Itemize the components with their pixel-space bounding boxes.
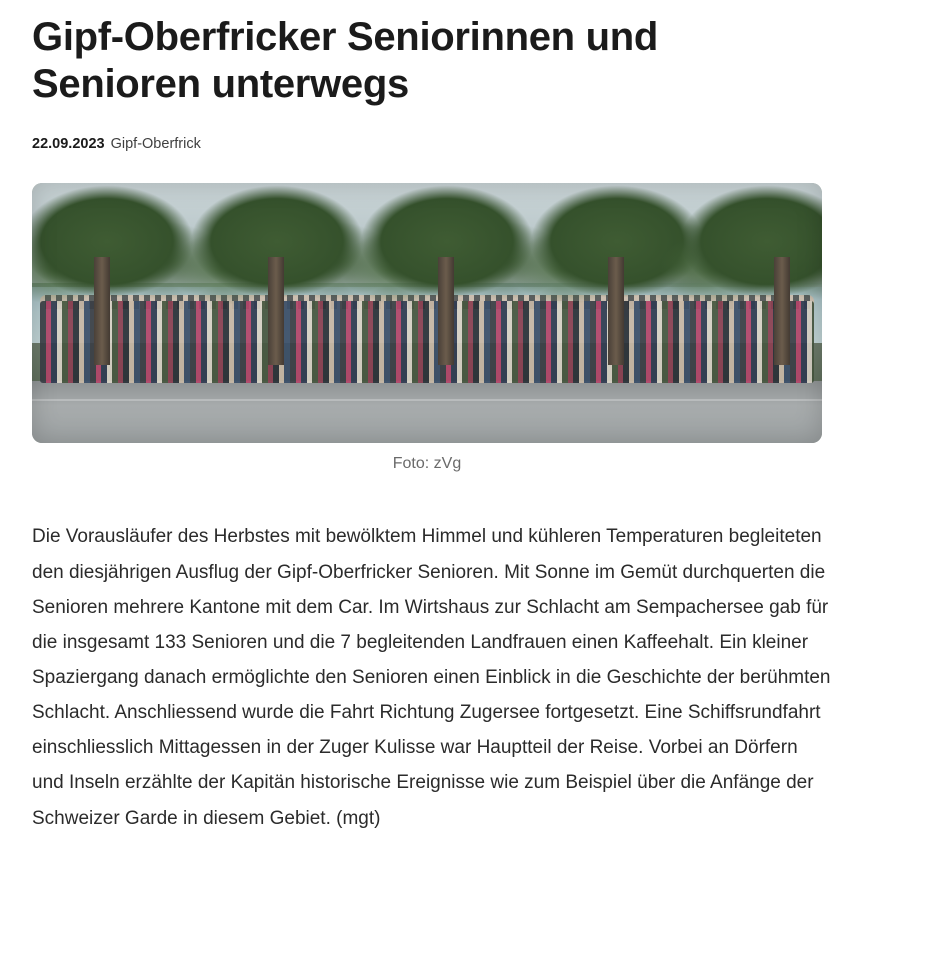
article-body: Die Vorausläufer des Herbstes mit bewölktem Himmel und kühleren Temperaturen begleiteten den diesjährigen Ausflug der Gipf-Oberfricker Senioren. Mit Sonne im Gemüt durchquerten die Senioren mehrere Kantone mit dem Car. Im Wirtshaus zur Schlacht am Sempachersee gab für die insgesamt 133 Senioren und die 7 begleitenden Landfrauen einen Kaffeehalt. Ein kleiner Spaziergang danach ermöglichte den Senioren einen Einblick in die Geschichte der berühmten Schlacht. Anschliessend wurde die Fahrt Richtung Zugersee fortgesetzt. Eine Schiffsrundfahrt einschliesslich Mittagessen in der Zuger Kulisse war Hauptteil der Reise. Vorbei an Dörfern und Inseln erzählte der Kapitän historische Ereignisse wie zum Beispiel über die Anfänge der Schweizer Garde in diesem Gebiet. (mgt) <box>32 526 831 829</box>
publish-date: 22.09.2023 <box>32 136 105 153</box>
article-photo <box>32 183 822 443</box>
article-meta <box>32 136 904 152</box>
page-title: Gipf-Oberfricker Seniorinnen und Senioren unterwegs <box>32 15 659 107</box>
photo-caption: Foto: zVg <box>392 455 462 473</box>
article-location: Gipf-Oberfrick <box>110 136 201 153</box>
article-figure <box>32 183 822 473</box>
photo-vignette <box>32 183 822 443</box>
article-page <box>0 14 936 836</box>
